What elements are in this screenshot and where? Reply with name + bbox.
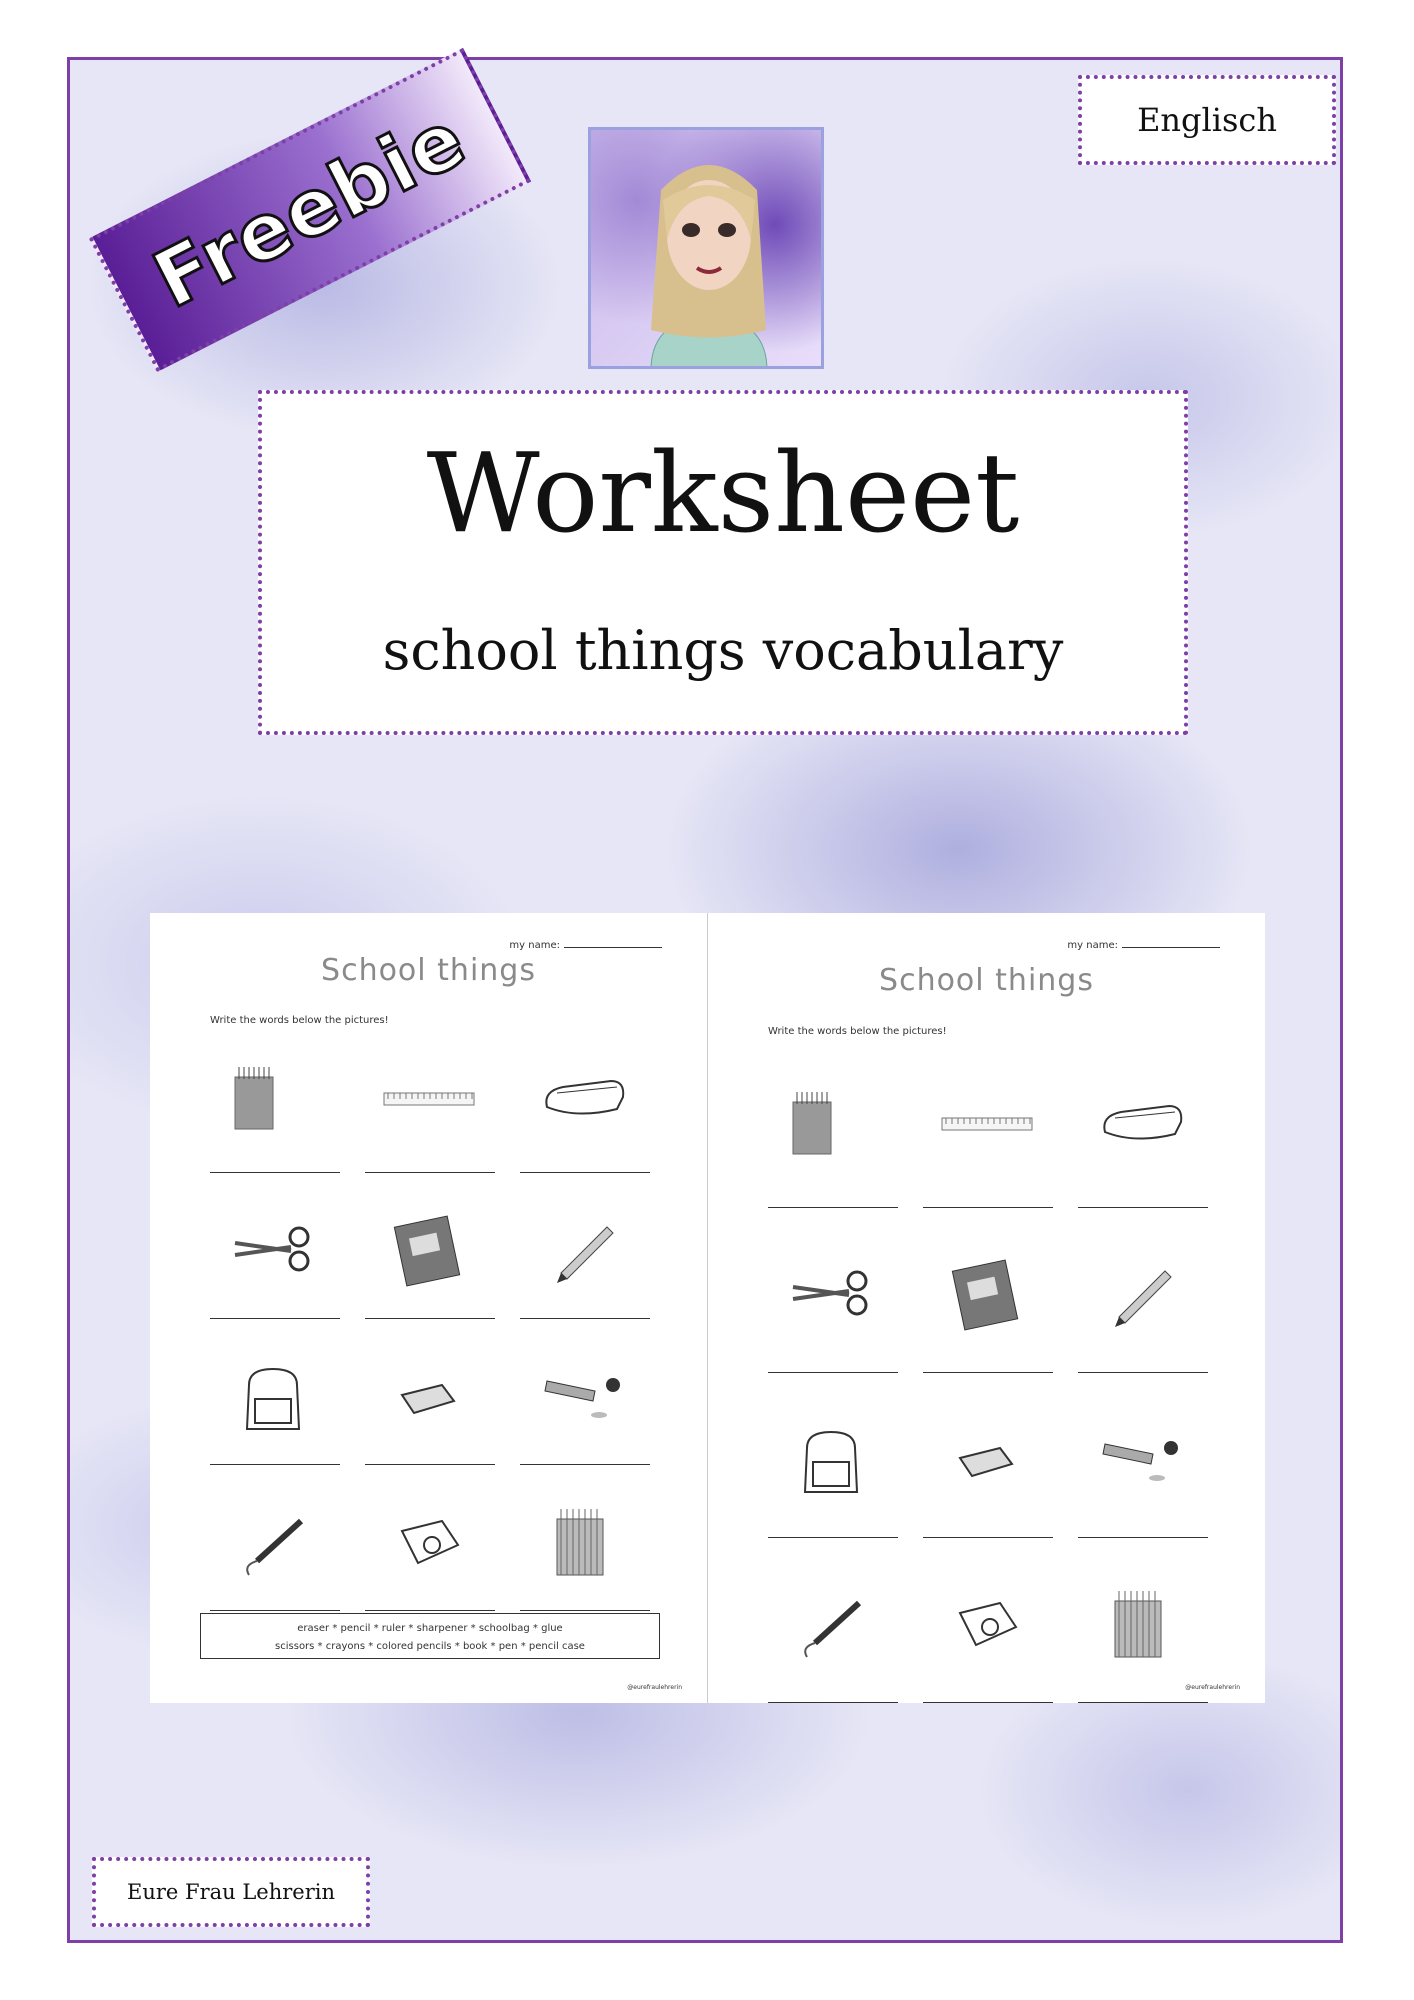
picture-cell [520, 1033, 650, 1173]
picture-cell [1078, 1543, 1208, 1703]
worksheet-page-1 [150, 913, 707, 1703]
colored-pencils-icon [785, 1048, 881, 1207]
eraser-icon [940, 1378, 1036, 1537]
answer-line[interactable] [768, 1702, 898, 1703]
glue-icon [1095, 1378, 1191, 1537]
answer-line[interactable] [210, 1172, 340, 1173]
schoolbag-icon [227, 1325, 323, 1464]
answer-line[interactable] [520, 1318, 650, 1319]
crayons-icon [537, 1471, 633, 1610]
page-subtitle: school things vocabulary [382, 619, 1064, 682]
answer-line[interactable] [923, 1537, 1053, 1538]
title-box [258, 390, 1188, 735]
glue-icon [537, 1325, 633, 1464]
sheet-title: School things [321, 953, 536, 988]
picture-cell [210, 1033, 340, 1173]
worksheet-page-2 [707, 913, 1265, 1703]
ruler-icon [940, 1048, 1036, 1207]
picture-grid [768, 1048, 1208, 1703]
author-label [92, 1857, 370, 1927]
crayons-icon [1095, 1543, 1191, 1702]
answer-line[interactable] [520, 1610, 650, 1611]
name-field-label: my name: [1067, 940, 1220, 951]
word-bank-line-1: eraser * pencil * ruler * sharpener * schoolbag * glue [297, 1623, 563, 1634]
picture-grid [210, 1033, 650, 1611]
answer-line[interactable] [1078, 1702, 1208, 1703]
answer-line[interactable] [365, 1318, 495, 1319]
scissors-icon [785, 1213, 881, 1372]
book-icon [940, 1213, 1036, 1372]
sharpener-icon [382, 1471, 478, 1610]
answer-line[interactable] [1078, 1207, 1208, 1208]
picture-cell [1078, 1048, 1208, 1208]
schoolbag-icon [785, 1378, 881, 1537]
answer-line[interactable] [1078, 1372, 1208, 1373]
answer-line[interactable] [1078, 1537, 1208, 1538]
answer-line[interactable] [365, 1464, 495, 1465]
sheet-instruction: Write the words below the pictures! [210, 1015, 389, 1026]
book-icon [382, 1179, 478, 1318]
pen-icon [227, 1471, 323, 1610]
answer-line[interactable] [365, 1610, 495, 1611]
freebie-label: Freebie [140, 93, 480, 327]
picture-cell [520, 1179, 650, 1319]
picture-cell [210, 1179, 340, 1319]
answer-line[interactable] [365, 1172, 495, 1173]
picture-cell [923, 1213, 1053, 1373]
picture-cell [923, 1048, 1053, 1208]
picture-cell [768, 1213, 898, 1373]
page-title: Worksheet [426, 429, 1020, 557]
name-field-label: my name: [509, 940, 662, 951]
pen-icon [785, 1543, 881, 1702]
language-text: Englisch [1137, 101, 1277, 139]
sheet-title: School things [879, 963, 1094, 998]
picture-cell [768, 1048, 898, 1208]
answer-line[interactable] [210, 1464, 340, 1465]
scissors-icon [227, 1179, 323, 1318]
answer-line[interactable] [520, 1464, 650, 1465]
picture-cell [768, 1378, 898, 1538]
word-bank [200, 1613, 660, 1659]
picture-cell [1078, 1213, 1208, 1373]
language-label [1078, 75, 1336, 165]
picture-cell [365, 1325, 495, 1465]
picture-cell [923, 1543, 1053, 1703]
sheet-instruction: Write the words below the pictures! [768, 1026, 947, 1037]
pencil-case-icon [537, 1033, 633, 1172]
picture-cell [365, 1179, 495, 1319]
picture-cell [520, 1325, 650, 1465]
copyright: @eurefraulehrerin [627, 1684, 682, 1691]
pencil-case-icon [1095, 1048, 1191, 1207]
picture-cell [1078, 1378, 1208, 1538]
answer-line[interactable] [923, 1372, 1053, 1373]
word-bank-line-2: scissors * crayons * colored pencils * book * pen * pencil case [275, 1641, 585, 1652]
worksheet-preview [150, 913, 1265, 1703]
eraser-icon [382, 1325, 478, 1464]
ruler-icon [382, 1033, 478, 1172]
teacher-avatar [588, 127, 824, 369]
answer-line[interactable] [923, 1702, 1053, 1703]
picture-cell [768, 1543, 898, 1703]
answer-line[interactable] [768, 1537, 898, 1538]
picture-cell [210, 1325, 340, 1465]
pencil-icon [537, 1179, 633, 1318]
answer-line[interactable] [923, 1207, 1053, 1208]
answer-line[interactable] [210, 1610, 340, 1611]
picture-cell [210, 1471, 340, 1611]
sharpener-icon [940, 1543, 1036, 1702]
picture-cell [923, 1378, 1053, 1538]
copyright: @eurefraulehrerin [1185, 1684, 1240, 1691]
picture-cell [365, 1033, 495, 1173]
colored-pencils-icon [227, 1033, 323, 1172]
picture-cell [365, 1471, 495, 1611]
answer-line[interactable] [768, 1207, 898, 1208]
answer-line[interactable] [520, 1172, 650, 1173]
answer-line[interactable] [210, 1318, 340, 1319]
pencil-icon [1095, 1213, 1191, 1372]
answer-line[interactable] [768, 1372, 898, 1373]
author-text: Eure Frau Lehrerin [127, 1880, 335, 1904]
picture-cell [520, 1471, 650, 1611]
